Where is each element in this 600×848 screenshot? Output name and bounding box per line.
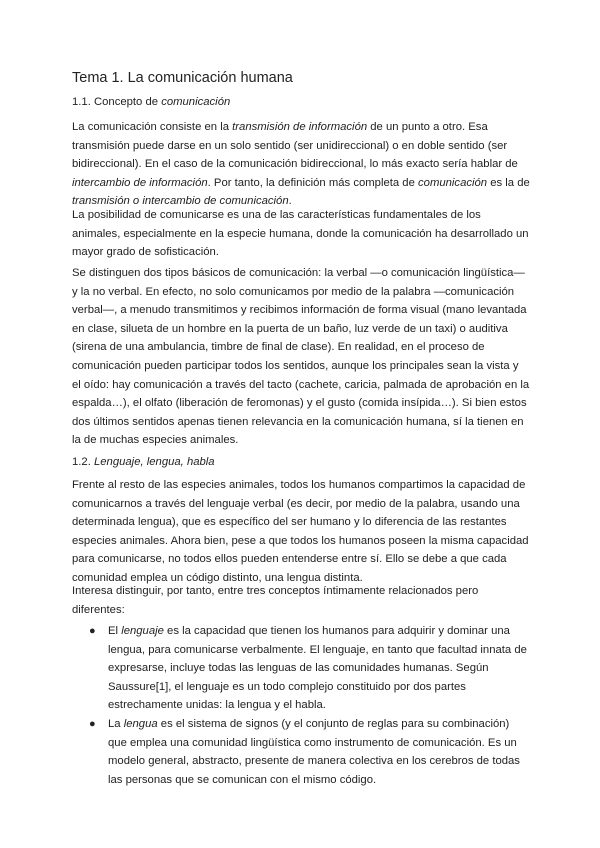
text-run: de un punto a otro. Esa transmisión puede darse en un solo sentido (ser unidireccional) o en doble sentido (ser bidireccional). En el caso de la comunicación bidireccional, lo más exacto sería hablar de [72, 121, 518, 171]
italic-term: intercambio de información [72, 176, 208, 189]
text-run: es el sistema de signos (y el conjunto de reglas para su combinación) que emplea una comunidad lingüística como instrumento de comunicación. Es un modelo general, abstracto, presente de manera colectiva en los cerebros de todas las personas que se comunican con el mismo código. [108, 717, 520, 786]
paragraph-language: Frente al resto de las especies animales, todos los humanos compartimos la capacidad de comunicarnos a través del lenguaje verbal (es decir, por medio de la palabra, usando una determinada lengua), que es específico del ser humano y lo diferencia de las restantes especies animales. Ahora bien, pese a que todos los humanos poseen la misma capacidad para comunicarse, no todos ellos pueden entenderse entre sí. Ello se debe a que cada comunidad emplea un código distinto, una lengua distinta. [72, 479, 529, 584]
document-title: Tema 1. La comunicación humana [72, 70, 293, 86]
section-number: 1.1. Concepto de [72, 96, 162, 108]
list-item-lengua [72, 715, 530, 789]
italic-term: transmisión de información [232, 121, 368, 133]
section-term: Lenguaje, lengua, habla [93, 456, 215, 468]
section-heading-1 [72, 96, 230, 108]
italic-term: comunicación [418, 176, 488, 189]
paragraph-definition [72, 118, 530, 211]
bullet-icon: ● [89, 625, 96, 637]
list-item-lenguaje [72, 622, 530, 715]
text-run: es la de [487, 176, 530, 189]
text-run: La [108, 717, 124, 730]
paragraph-distinguish: Interesa distinguir, por tanto, entre tres conceptos íntimamente relacionados pero diferentes: [72, 585, 479, 616]
concept-list [72, 622, 530, 789]
text-run: . [288, 195, 292, 208]
text-run: El [108, 625, 122, 637]
text-run: es la capacidad que tienen los humanos para adquirir y dominar una lengua, para comunicarse verbalmente. El lenguaje, en tanto que facultad innata de expresarse, incluye todas las lenguas de las comunidades humanas. Según Saussure[1], el lenguaje es un todo complejo constituido por dos partes estrechamente unidas: la lengua y el habla. [108, 625, 527, 712]
section-term: comunicación [161, 96, 231, 108]
bullet-icon: ● [89, 717, 96, 730]
section-heading-2 [72, 456, 215, 468]
italic-term: lengua [123, 717, 158, 730]
section-number: 1.2. [72, 456, 94, 468]
italic-term: transmisión o intercambio de comunicación [72, 195, 289, 208]
text-run: . Por tanto, la definición más completa de [207, 176, 419, 189]
text-run: La comunicación consiste en la [72, 121, 233, 133]
paragraph-types: Se distinguen dos tipos básicos de comunicación: la verbal —o comunicación lingüística— y la no verbal. En efecto, no solo comunicamos por medio de la palabra —comunicación verbal—, a menudo transmitimos y recibimos información de forma visual (mano levantada en clase, silueta de un hombre en la puerta de un baño, luz verde de un taxi) o auditiva (sirena de una ambulancia, timbre de final de clase). En realidad, en el proceso de comunicación pueden participar todos los sentidos, aunque los principales sean la vista y el oído: hay comunicación a través del tacto (cachete, caricia, palmada de aprobación en la espalda…), el olfato (liberación de feromonas) y el gusto (comida insípida…). Si bien estos dos últimos sentidos apenas tienen relevancia en la comunicación humana, sí la tienen en la de muchas especies animales. [72, 267, 530, 447]
paragraph-possibility: La posibilidad de comunicarse es una de las características fundamentales de los animales, especialmente en la especie humana, donde la comunicación ha desarrollado un mayor grado de sofisticación. [72, 209, 529, 259]
italic-term: lenguaje [121, 625, 164, 637]
